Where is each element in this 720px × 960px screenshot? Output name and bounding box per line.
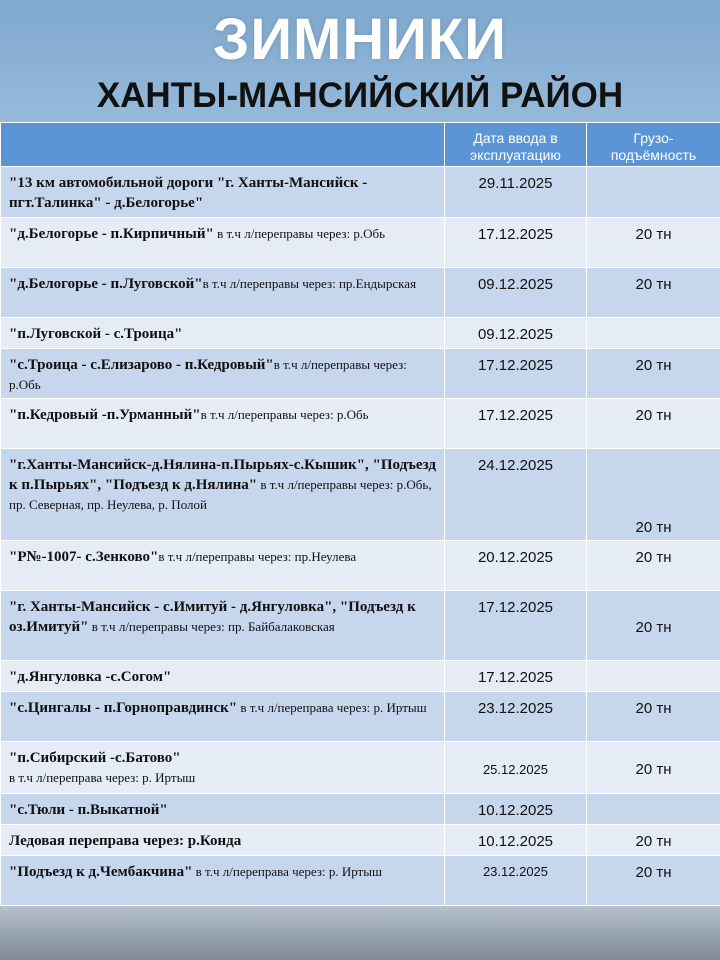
capacity-cell: 20 тн [587, 218, 720, 268]
capacity-cell: 20 тн [587, 268, 720, 318]
route-cell [1, 399, 445, 449]
table-row [1, 825, 720, 856]
route-cell [1, 218, 445, 268]
date-cell: 17.12.2025 [445, 349, 587, 399]
route-name: "п.Луговской - с.Троица" [9, 326, 183, 342]
date-cell: 09.12.2025 [445, 318, 587, 349]
table-row [1, 449, 720, 541]
page-title: ЗИМНИКИ [213, 7, 507, 72]
route-cell [1, 318, 445, 349]
capacity-cell [587, 318, 720, 349]
capacity-cell [587, 167, 720, 218]
page-subtitle: ХАНТЫ-МАНСИЙСКИЙ РАЙОН [96, 76, 624, 115]
capacity-cell: 20 тн [587, 399, 720, 449]
table-row [1, 399, 720, 449]
capacity-cell: 20 тн [587, 449, 720, 541]
date-cell: 20.12.2025 [445, 541, 587, 591]
table-header-row [1, 123, 720, 167]
route-name: "п.Кедровый -п.Урманный" [9, 407, 201, 423]
route-note: в т.ч л/переправы через: р.Обь, пр. Северная, пр. Неулева, р. Полой [9, 477, 432, 512]
route-note: в т.ч л/переправы через: р.Обь [9, 357, 407, 392]
date-cell: 10.12.2025 [445, 794, 587, 825]
route-note: в т.ч л/переправа через: р. Иртыш [192, 864, 382, 879]
header-route [1, 123, 445, 167]
route-name: "с.Цингалы - п.Горноправдинск" [9, 700, 238, 716]
date-cell: 24.12.2025 [445, 449, 587, 541]
table-row [1, 268, 720, 318]
route-name: "д.Белогорье - п.Луговской" [9, 276, 203, 292]
route-cell [1, 541, 445, 591]
date-cell: 17.12.2025 [445, 591, 587, 661]
route-name: "с.Троица - с.Елизарово - п.Кедровый" [9, 357, 274, 373]
capacity-cell: 20 тн [587, 692, 720, 742]
table-row [1, 591, 720, 661]
header-capacity: Грузо-подъёмность [587, 123, 720, 167]
route-note: в т.ч л/переправы через: пр.Ендырская [202, 276, 417, 291]
route-cell [1, 167, 445, 218]
route-cell [1, 591, 445, 661]
date-cell: 10.12.2025 [445, 825, 587, 856]
route-cell [1, 449, 445, 541]
route-name: "Р№-1007- с.Зенково" [9, 549, 159, 565]
route-name: "г.Ханты-Мансийск-д.Нялина-п.Пырьях-с.Кышик", "Подъезд к п.Пырьях", "Подъезд к д.Нялина" [9, 457, 436, 493]
route-cell [1, 661, 445, 692]
date-cell: 25.12.2025 [445, 742, 587, 794]
table-row [1, 167, 720, 218]
date-cell: 17.12.2025 [445, 661, 587, 692]
table-row [1, 218, 720, 268]
capacity-cell [587, 794, 720, 825]
route-note: в т.ч л/переправы через: р.Обь [213, 226, 386, 241]
route-name: "г. Ханты-Мансийск - с.Имитуй - д.Янгуловка", "Подъезд к оз.Имитуй" [9, 599, 416, 635]
date-cell: 09.12.2025 [445, 268, 587, 318]
capacity-cell: 20 тн [587, 825, 720, 856]
table-row [1, 541, 720, 591]
date-cell: 29.11.2025 [445, 167, 587, 218]
route-cell [1, 825, 445, 856]
table-row [1, 661, 720, 692]
route-name: "д.Янгуловка -с.Согом" [9, 669, 172, 685]
capacity-cell: 20 тн [587, 541, 720, 591]
table-row [1, 692, 720, 742]
route-name: "с.Тюли - п.Выкатной" [9, 802, 168, 818]
route-cell [1, 742, 445, 794]
header-date: Дата ввода в эксплуатацию [445, 123, 587, 167]
route-name: "д.Белогорье - п.Кирпичный" [9, 226, 214, 242]
table-row [1, 349, 720, 399]
date-cell: 17.12.2025 [445, 218, 587, 268]
capacity-cell: 20 тн [587, 349, 720, 399]
date-cell: 17.12.2025 [445, 399, 587, 449]
capacity-cell [587, 661, 720, 692]
capacity-cell: 20 тн [587, 591, 720, 661]
route-cell [1, 692, 445, 742]
route-name: Ледовая переправа через: р.Конда [9, 833, 242, 849]
route-note: в т.ч л/переправы через: пр. Байбалаковская [88, 619, 335, 634]
route-cell [1, 268, 445, 318]
capacity-cell: 20 тн [587, 742, 720, 794]
table-row [1, 318, 720, 349]
route-cell [1, 349, 445, 399]
route-name: "п.Сибирский -с.Батово" [9, 750, 181, 766]
route-cell [1, 856, 445, 906]
date-cell: 23.12.2025 [445, 856, 587, 906]
route-note: в т.ч л/переправа через: р. Иртыш [237, 700, 427, 715]
table-row [1, 794, 720, 825]
capacity-cell: 20 тн [587, 856, 720, 906]
roads-table [0, 122, 720, 906]
route-cell [1, 794, 445, 825]
date-cell: 23.12.2025 [445, 692, 587, 742]
route-note: в т.ч л/переправы через: р.Обь [200, 407, 369, 422]
route-note: в т.ч л/переправа через: р. Иртыш [9, 770, 196, 785]
table-row [1, 856, 720, 906]
table-row [1, 742, 720, 794]
route-name: "Подъезд к д.Чембакчина" [9, 864, 193, 880]
route-name: "13 км автомобильной дороги "г. Ханты-Мансийск - пгт.Талинка" - д.Белогорье" [9, 175, 368, 211]
route-note: в т.ч л/переправы через: пр.Неулева [158, 549, 357, 564]
